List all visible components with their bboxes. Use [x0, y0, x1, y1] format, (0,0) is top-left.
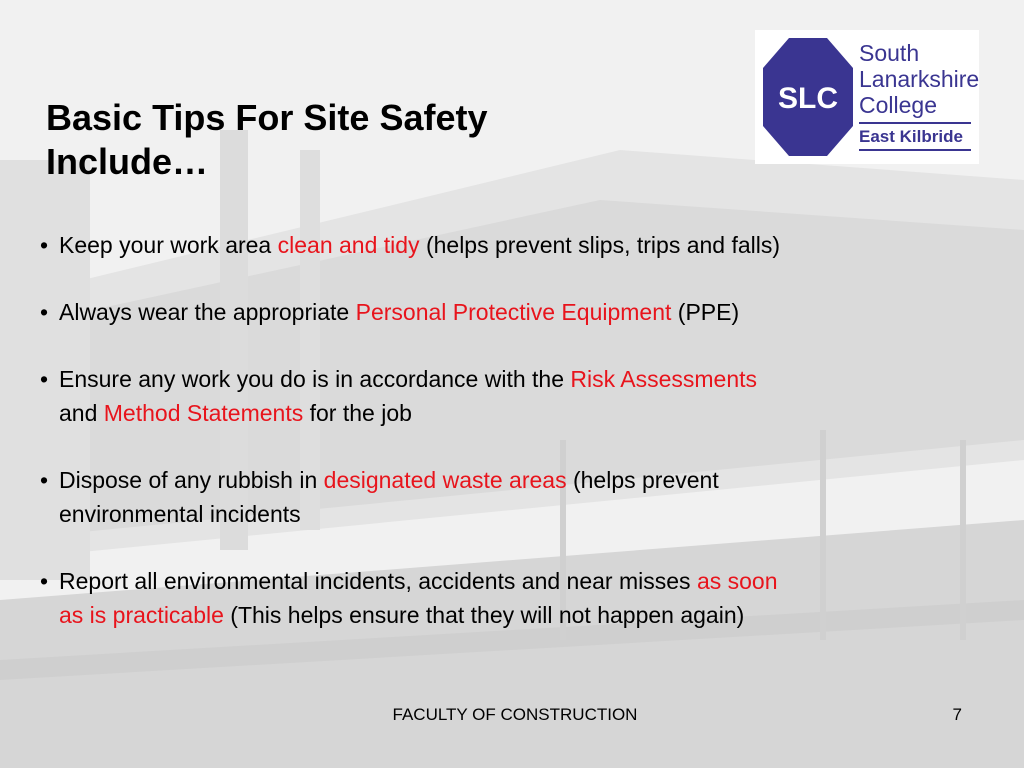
highlight-text: clean and tidy	[277, 232, 420, 258]
logo-name-line: Lanarkshire	[859, 66, 980, 92]
bullet-item	[40, 463, 980, 531]
bullet-line	[59, 295, 980, 329]
bullet-dot: •	[40, 467, 49, 493]
logo-name-line: South	[859, 40, 920, 66]
highlight-text: Risk Assessments	[570, 366, 757, 392]
college-logo	[755, 30, 979, 164]
bullet-text: Always wear the appropriate	[59, 299, 356, 325]
bullet-text: Ensure any work you do is in accordance with the	[59, 366, 571, 392]
bullet-dot: •	[40, 232, 49, 258]
bullet-text: (PPE)	[671, 299, 740, 325]
bullet-line	[59, 463, 980, 497]
page-number: 7	[952, 705, 962, 724]
bullet-text: (helps prevent	[566, 467, 719, 493]
bullet-text: (helps prevent slips, trips and falls)	[419, 232, 781, 258]
bullet-text: Dispose of any rubbish in	[59, 467, 324, 493]
highlight-text: Method Statements	[103, 400, 304, 426]
bullet-text: and	[59, 400, 104, 426]
logo-text	[859, 40, 980, 151]
bullet-item	[40, 228, 980, 262]
highlight-text: designated waste areas	[323, 467, 567, 493]
bullet-dot: •	[40, 299, 49, 325]
bullet-text: for the job	[303, 400, 412, 426]
bullet-text: Report all environmental incidents, accidents and near misses	[59, 568, 697, 594]
bullet-text: Keep your work area	[59, 232, 278, 258]
bullet-dot: •	[40, 366, 49, 392]
bullet-line	[59, 564, 980, 598]
highlight-text: Personal Protective Equipment	[355, 299, 672, 325]
slc-octagon-logo-icon	[763, 38, 853, 156]
bullet-line	[59, 497, 980, 531]
slide-title-line: Basic Tips For Site Safety	[46, 97, 488, 138]
bullet-text: environmental incidents	[59, 501, 301, 527]
bullet-line	[59, 598, 980, 632]
logo-abbr: SLC	[778, 82, 838, 115]
logo-campus: East Kilbride	[859, 122, 971, 151]
bullet-item	[40, 362, 980, 430]
bullet-line	[59, 228, 980, 262]
slide-title	[46, 96, 646, 184]
footer-text: FACULTY OF CONSTRUCTION	[392, 705, 638, 724]
bullet-item	[40, 295, 980, 329]
bullet-dot: •	[40, 568, 49, 594]
bullet-list	[40, 228, 980, 665]
highlight-text: as soon	[696, 568, 778, 594]
bullet-line	[59, 396, 980, 430]
bullet-line	[59, 362, 980, 396]
slide-title-line: Include…	[46, 141, 209, 182]
bullet-item	[40, 564, 980, 632]
bullet-text: (This helps ensure that they will not happen again)	[223, 602, 745, 628]
logo-name-line: College	[859, 92, 937, 118]
highlight-text: as is practicable	[59, 602, 224, 628]
